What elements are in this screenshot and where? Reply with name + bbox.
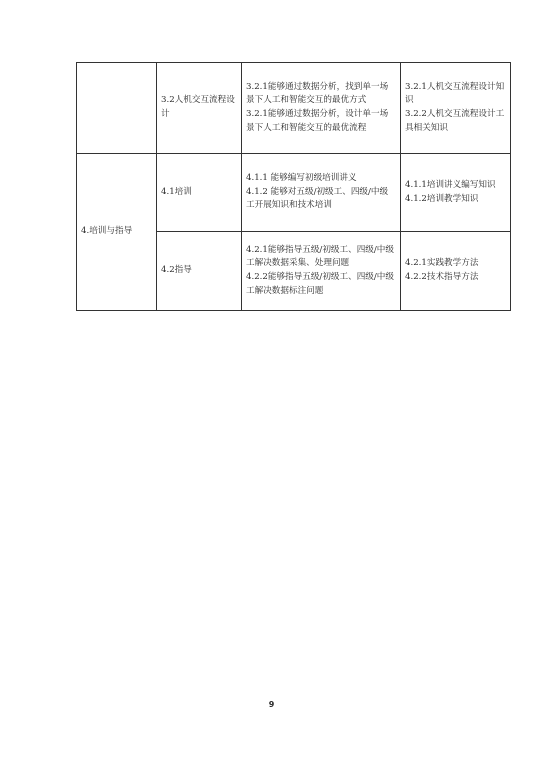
knowledge-item: 4.2.2技术指导方法: [405, 272, 479, 282]
category-cell: [77, 154, 157, 311]
skill-cell: [242, 232, 401, 311]
knowledge-item: 4.1.1培训讲义编写知识: [405, 179, 496, 190]
subcategory-text: 4.2指导: [161, 265, 192, 276]
skill-item: 3.2.1能够通过数据分析，找到单一场景下人工和智能交互的最优方式: [246, 81, 389, 106]
subcategory-cell: [157, 63, 242, 154]
knowledge-cell: [401, 63, 511, 154]
table-row: [77, 154, 511, 232]
knowledge-item: 4.1.2培训教学知识: [405, 193, 479, 204]
knowledge-item: 4.2.1实践教学方法: [405, 258, 479, 269]
subcategory-cell: [157, 154, 242, 232]
skill-cell: [242, 63, 401, 154]
subcategory-text: 4.1培训: [161, 186, 192, 197]
knowledge-item: 3.2.2人机交互流程设计工具相关知识: [405, 109, 505, 133]
category-text: 4.培训与指导: [81, 226, 133, 237]
skill-item: 4.1.2 能够对五级/初级工、四级/中级工开展知识和技术培训: [246, 186, 389, 211]
subcategory-text: 3.2人机交互流程设计: [161, 95, 235, 119]
skill-cell: [242, 154, 401, 232]
competency-table: [76, 62, 511, 311]
knowledge-cell: [401, 154, 511, 232]
skill-item: 4.2.1能够指导五级/初级工、四级/中级工解决数据采集、处理问题: [246, 244, 394, 269]
skill-item: 3.2.1能够通过数据分析，设计单一场景下人工和智能交互的最优流程: [246, 109, 389, 133]
page-number: 9: [268, 700, 275, 709]
skill-item: 4.2.2能够指导五级/初级工、四级/中级工解决数据标注问题: [246, 272, 394, 296]
category-cell-empty: [77, 63, 157, 154]
table-row: [77, 63, 511, 154]
subcategory-cell: [157, 232, 242, 311]
skill-item: 4.1.1 能够编写初级培训讲义: [246, 173, 357, 184]
knowledge-item: 3.2.1人机交互流程设计知识: [405, 81, 505, 106]
knowledge-cell: [401, 232, 511, 311]
